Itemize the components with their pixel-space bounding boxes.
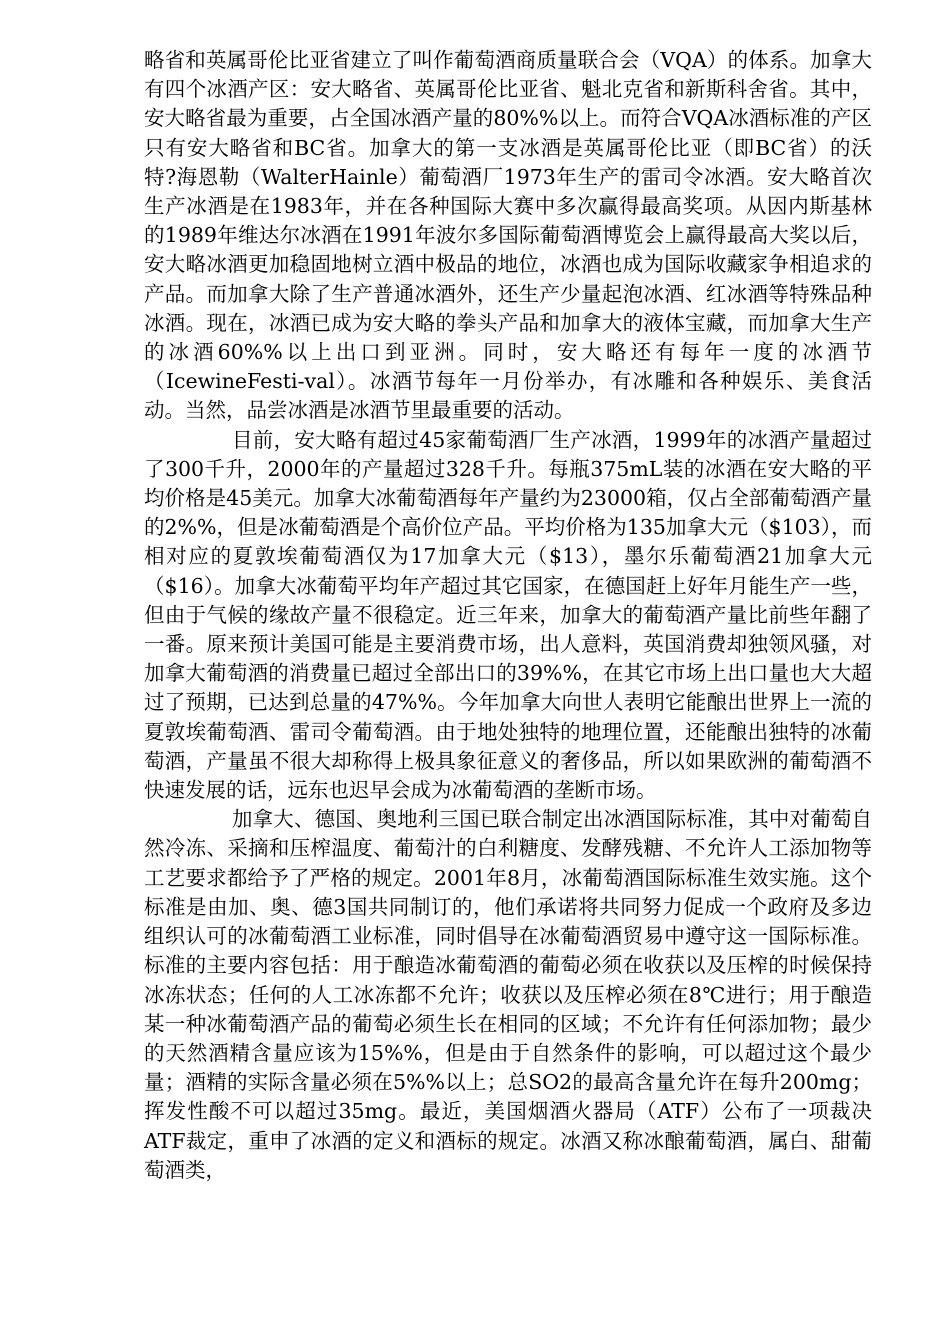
paragraph-3: 加拿大、德国、奥地利三国已联合制定出冰酒国际标准，其中对葡萄自然冷冻、采摘和压榨温度、葡萄汁的白利糖度、发酵残糖、不允许人工添加物等工艺要求都给予了严格的规定。2001年8月，冰葡萄酒国际标准生效实施。这个标准是由加、奥、德3国共同制订的，他们承诺将共同努力促成一个政府及多边组织认可的冰葡萄酒工业标准，同时倡导在冰葡萄酒贸易中遵守这一国际标准。标准的主要内容包括：用于酿造冰葡萄酒的葡萄必须在收获以及压榨的时候保持冰冻状态；任何的人工冰冻都不允许；收获以及压榨必须在8℃进行；用于酿造某一种冰葡萄酒产品的葡萄必须生长在相同的区域；不允许有任何添加物；最少的天然酒精含量应该为15%%，但是由于自然条件的影响，可以超过这个最少量；酒精的实际含量必须在5%%以上；总SO2的最高含量允许在每升200mg；挥发性酸不可以超过35mg。最近，美国烟酒火器局（ATF）公布了一项裁决ATF裁定，重申了冰酒的定义和酒标的规定。冰酒又称冰酿葡萄酒，属白、甜葡萄酒类， — [144, 807, 872, 1182]
document-body — [144, 46, 872, 1185]
paragraph-1: 略省和英属哥伦比亚省建立了叫作葡萄酒商质量联合会（VQA）的体系。加拿大有四个冰酒产区：安大略省、英属哥伦比亚省、魁北克省和新斯科舍省。其中，安大略省最为重要，占全国冰酒产量的80%%以上。而符合VQA冰酒标准的产区只有安大略省和BC省。加拿大的第一支冰酒是英属哥伦比亚（即BC省）的沃特?海恩勒（WalterHainle）葡萄酒厂1973年生产的雷司令冰酒。安大略首次生产冰酒是在1983年，并在各种国际大赛中多次赢得最高奖项。从因内斯基林的1989年维达尔冰酒在1991年波尔多国际葡萄酒博览会上赢得最高大奖以后，安大略冰酒更加稳固地树立酒中极品的地位，冰酒也成为国际收藏家争相追求的产品。而加拿大除了生产普通冰酒外，还生产少量起泡冰酒、红冰酒等特殊品种冰酒。现在，冰酒已成为安大略的拳头产品和加拿大的液体宝藏，而加拿大生产的冰酒60%%以上出口到亚洲。同时，安大略还有每年一度的冰酒节（IcewineFesti-val）。冰酒节每年一月份举办，有冰雕和各种娱乐、美食活动。当然，品尝冰酒是冰酒节里最重要的活动。 — [144, 48, 872, 423]
paragraph-2: 目前，安大略有超过45家葡萄酒厂生产冰酒，1999年的冰酒产量超过了300千升，2000年的产量超过328千升。每瓶375mL装的冰酒在安大略的平均价格是45美元。加拿大冰葡萄酒每年产量约为23000箱，仅占全部葡萄酒产量的2%%，但是冰葡萄酒是个高价位产品。平均价格为135加拿大元（$103），而相对应的夏敦埃葡萄酒仅为17加拿大元（$13），墨尔乐葡萄酒21加拿大元（$16）。加拿大冰葡萄平均年产超过其它国家，在德国赶上好年月能生产一些，但由于气候的缘故产量不很稳定。近三年来，加拿大的葡萄酒产量比前些年翻了一番。原来预计美国可能是主要消费市场，出人意料，英国消费却独领风骚，对加拿大葡萄酒的消费量已超过全部出口的39%%，在其它市场上出口量也大大超过了预期，已达到总量的47%%。今年加拿大向世人表明它能酿出世界上一流的夏敦埃葡萄酒、雷司令葡萄酒。由于地处独特的地理位置，还能酿出独特的冰葡萄酒，产量虽不很大却称得上极具象征意义的奢侈品，所以如果欧洲的葡萄酒不快速发展的话，远东也迟早会成为冰葡萄酒的垄断市场。 — [144, 427, 872, 803]
